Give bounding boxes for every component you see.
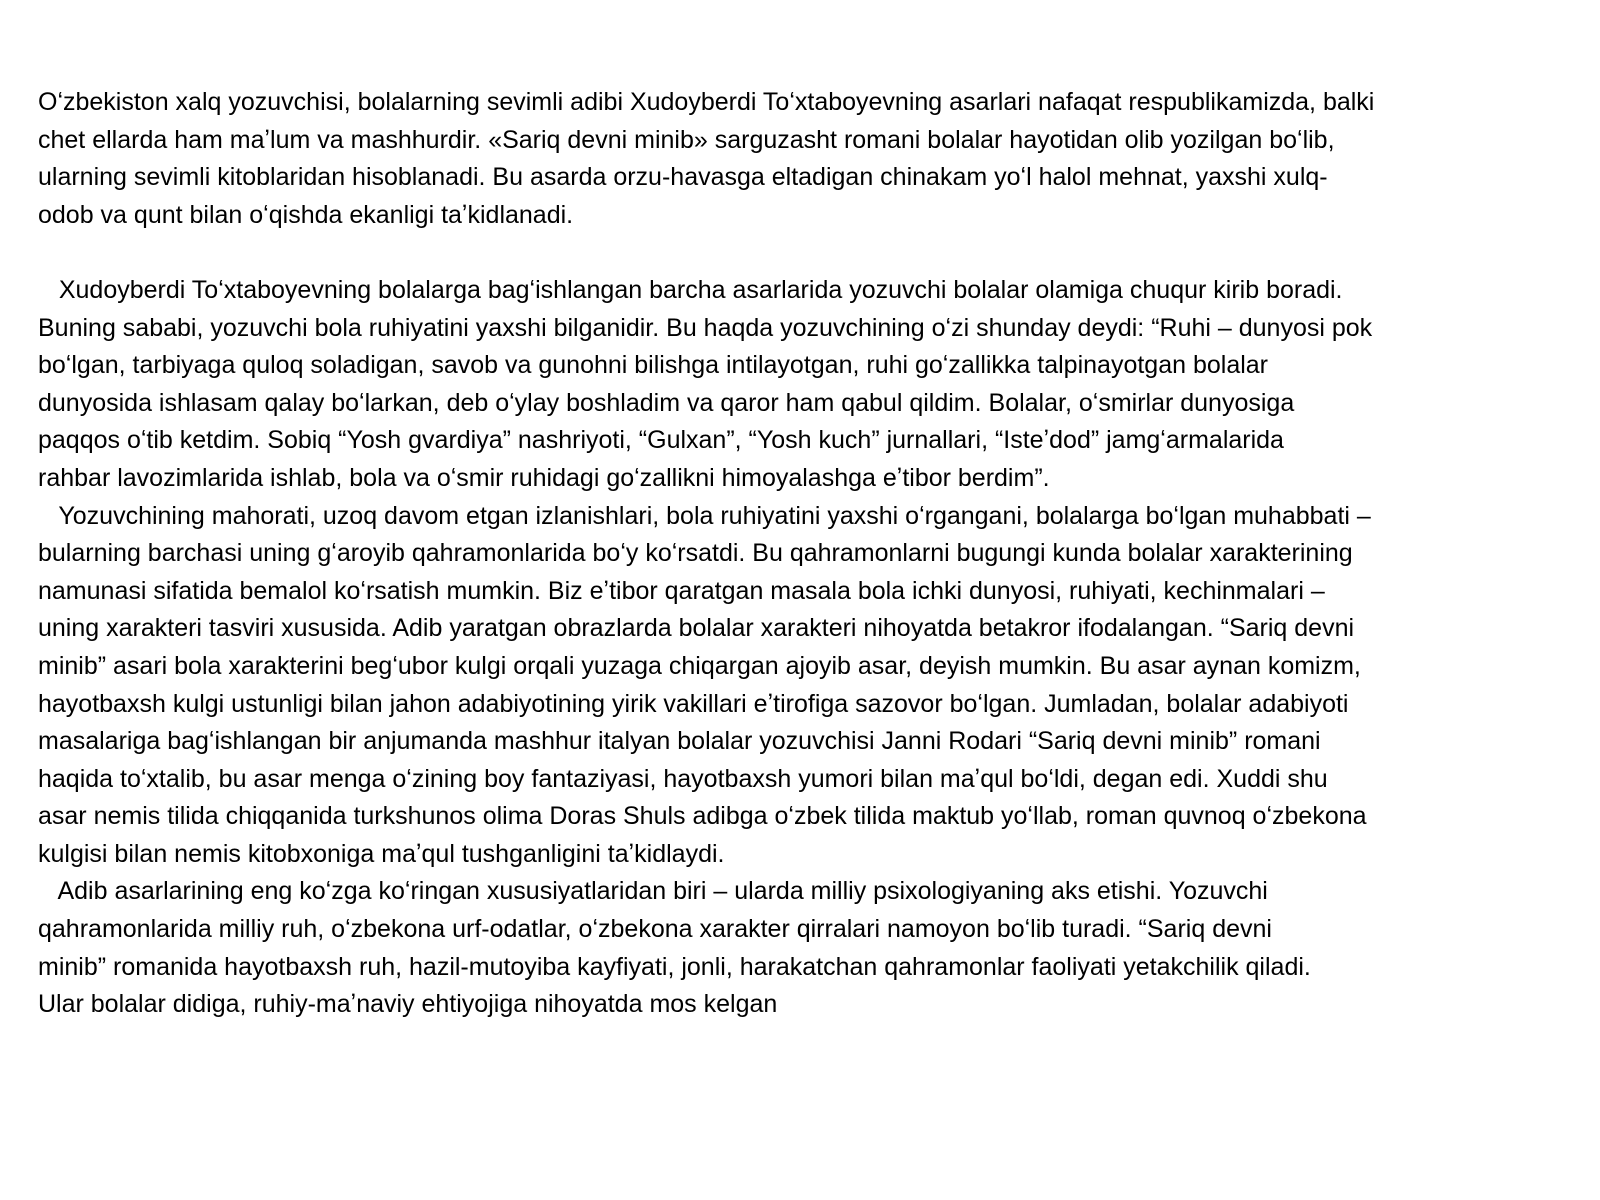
text-line: rahbar lavozimlarida ishlab, bola va oʻsmir ruhidagi goʻzallikni himoyalashga eʼtibor berdim”. (38, 463, 1050, 492)
text-line: odob va qunt bilan oʻqishda ekanligi taʼkidlanadi. (38, 200, 574, 229)
paragraph (38, 84, 1568, 234)
text-line: boʻlgan, tarbiyaga quloq soladigan, savob va gunohni bilishga intilayotgan, ruhi goʻzallikka talpinayotgan bolalar (38, 351, 1269, 380)
paragraph (38, 498, 1568, 874)
paragraph (38, 873, 1568, 1023)
text-line: dunyosida ishlasam qalay boʻlarkan, deb oʻylay boshladim va qaror ham qabul qildim. Bolalar, oʻsmirlar dunyosiga (38, 388, 1295, 417)
text-line: Oʻzbekiston xalq yozuvchisi, bolalarning sevimli adibi Xudoyberdi Toʻxtaboyevning asarlari nafaqat respublikamizda, balki (38, 88, 1375, 116)
text-line: Xudoyberdi Toʻxtaboyevning bolalarga bagʻishlangan barcha asarlarida yozuvchi bolalar olamiga chuqur kirib boradi. (38, 275, 1343, 304)
text-line: chet ellarda ham maʼlum va mashhurdir. «Sariq devni minib» sarguzasht romani bolalar hayotidan olib yozilgan boʻlib, (38, 125, 1335, 154)
text-line: asar nemis tilida chiqqanida turkshunos olima Doras Shuls adibga oʻzbek tilida maktub yoʻllab, roman quvnoq oʻzbekona (38, 802, 1367, 831)
text-line: uning xarakteri tasviri xususida. Adib yaratgan obrazlarda bolalar xarakteri nihoyatda betakror ifodalangan. “Sariq devni (38, 614, 1355, 643)
text-line: minib” romanida hayotbaxsh ruh, hazil-mutoyiba kayfiyati, jonli, harakatchan qahramonlar faoliyati yetakchilik qiladi. (38, 952, 1311, 981)
text-line: ularning sevimli kitoblaridan hisoblanadi. Bu asarda orzu-havasga eltadigan chinakam yoʻl halol mehnat, yaxshi xulq- (38, 163, 1328, 192)
text-line: paqqos oʻtib ketdim. Sobiq “Yosh gvardiya” nashriyoti, “Gulxan”, “Yosh kuch” jurnallari, “Isteʼdod” jamgʻarmalarida (38, 426, 1284, 455)
text-line: haqida toʻxtalib, bu asar menga oʻzining boy fantaziyasi, hayotbaxsh yumori bilan maʼqul boʻldi, degan edi. Xuddi shu (38, 764, 1328, 793)
text-line: Adib asarlarining eng koʻzga koʻringan xususiyatlaridan biri – ularda milliy psixologiyaning aks etishi. Yozuvchi (38, 877, 1268, 906)
paragraph (38, 272, 1568, 498)
text-line: Ular bolalar didiga, ruhiy-maʼnaviy ehtiyojiga nihoyatda mos kelgan (38, 990, 778, 1019)
text-line: Buning sababi, yozuvchi bola ruhiyatini yaxshi bilganidir. Bu haqda yozuvchining oʻzi shunday deydi: “Ruhi – dunyosi pok (38, 313, 1373, 342)
text-line: bularning barchasi uning gʻaroyib qahramonlarida boʻy koʻrsatdi. Bu qahramonlarni bugungi kunda bolalar xarakterining (38, 539, 1353, 568)
paragraph-spacer (38, 234, 1568, 272)
text-line: masalariga bagʻishlangan bir anjumanda mashhur italyan bolalar yozuvchisi Janni Rodari “Sariq devni minib” romani (38, 727, 1321, 756)
text-body (38, 84, 1568, 1024)
text-line: kulgisi bilan nemis kitobxoniga maʼqul tushganligini taʼkidlaydi. (38, 839, 725, 868)
text-line: Yozuvchining mahorati, uzoq davom etgan izlanishlari, bola ruhiyatini yaxshi oʻrgangani, bolalarga boʻlgan muhabbati – (38, 501, 1371, 530)
text-line: qahramonlarida milliy ruh, oʻzbekona urf-odatlar, oʻzbekona xarakter qirralari namoyon boʻlib turadi. “Sariq devni (38, 915, 1272, 944)
text-line: hayotbaxsh kulgi ustunligi bilan jahon adabiyotining yirik vakillari eʼtirofiga sazovor boʻlgan. Jumladan, bolalar adabiyoti (38, 689, 1349, 718)
text-line: minib” asari bola xarakterini begʻubor kulgi orqali yuzaga chiqargan ajoyib asar, deyish mumkin. Bu asar aynan komizm, (38, 651, 1361, 680)
text-line: namunasi sifatida bemalol koʻrsatish mumkin. Biz eʼtibor qaratgan masala bola ichki dunyosi, ruhiyati, kechinmalari – (38, 576, 1325, 605)
